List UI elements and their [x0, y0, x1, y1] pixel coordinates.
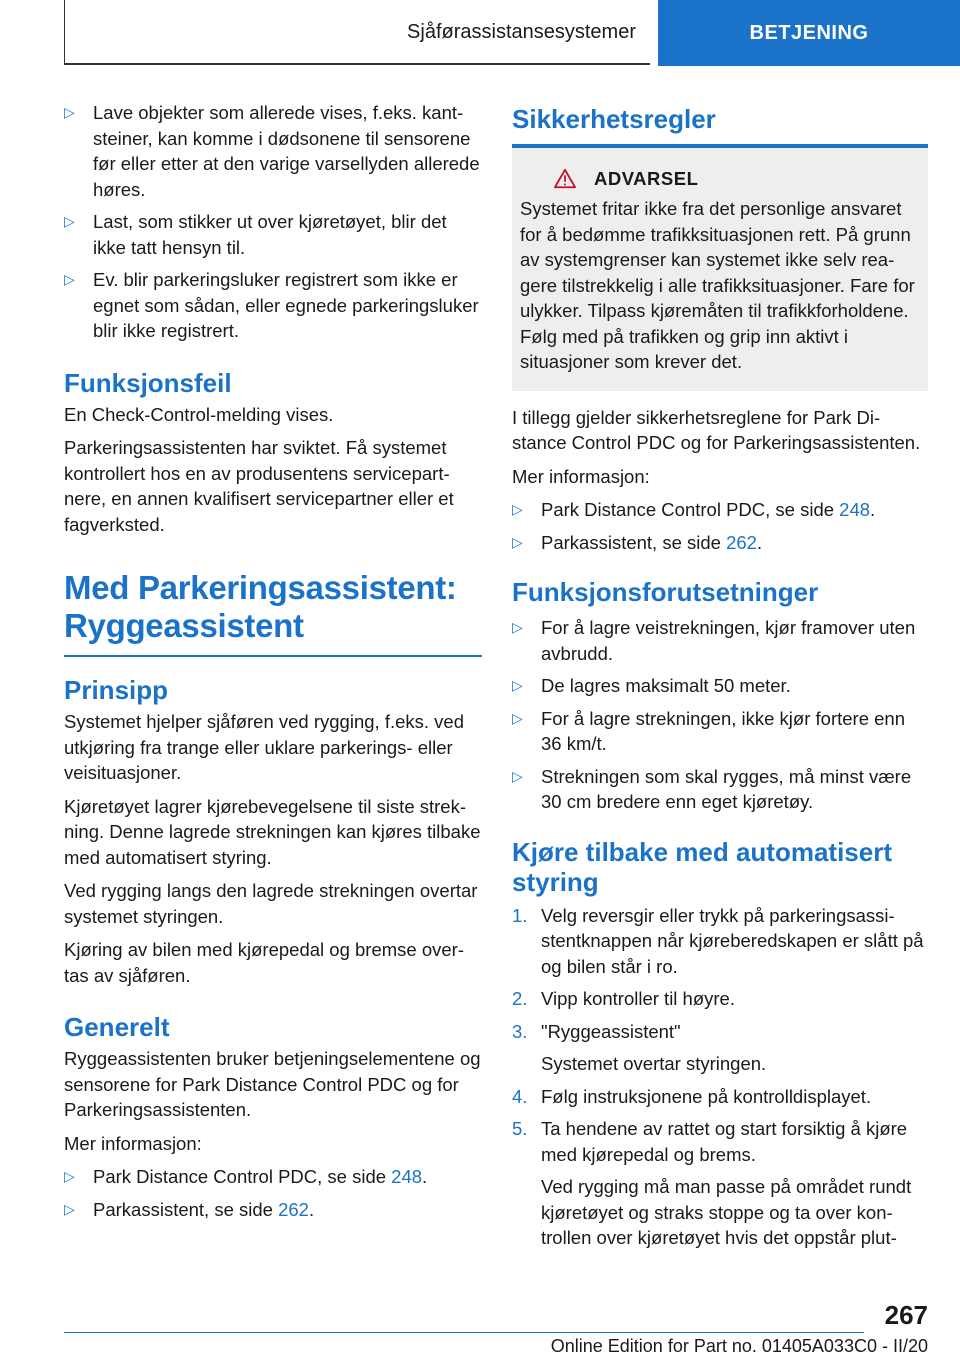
- left-column: [64, 100, 482, 1229]
- intro-bullet-list: [64, 100, 482, 344]
- kjore-tilbake-heading: Kjøre tilbake med automatisert styring: [512, 836, 892, 897]
- list-item: ▷ Lave objekter som allerede vises, f.eks. kantsteiner, kan komme i dødsonene til sensorene før eller etter at den varige varsellyden allerede høres.: [64, 102, 480, 200]
- generelt-link-list: [64, 1164, 482, 1222]
- forutsetninger-list: [512, 615, 928, 815]
- list-item: ▷ For å lagre strekningen, ikke kjør fortere enn 36 km/t.: [512, 707, 905, 754]
- right-column: [512, 100, 928, 1258]
- list-item: 2. Vipp kontroller til høyre.: [512, 988, 735, 1009]
- prinsipp-text-1: Systemet hjelper sjåføren ved rygging, f.eks. ved utkjøring fra trange eller uklare parkerings- eller veisituasjoner.: [64, 711, 464, 783]
- header-section-title: Sjåførassistansesystemer: [407, 20, 636, 43]
- list-item: ▷ Parkassistent, se side 262.: [64, 1197, 482, 1223]
- triangle-bullet-icon: ▷: [512, 501, 523, 517]
- more-info-label: Mer informasjon:: [64, 1132, 202, 1154]
- list-item: ▷ De lagres maksimalt 50 meter.: [512, 673, 928, 699]
- chapter-title-rule: [64, 655, 482, 657]
- prinsipp-text-2: Kjøretøyet lagrer kjørebevegelsene til siste strekning. Denne lagrede strekningen kan kjøres tilbake med automatisert styring.: [64, 795, 481, 868]
- triangle-bullet-icon: ▷: [64, 213, 75, 229]
- kjore-steps-list: [512, 903, 928, 1251]
- generelt-heading: Generelt: [64, 1012, 170, 1042]
- header-chapter-tab[interactable]: BETJENING: [658, 0, 960, 66]
- funksjonsfeil-text-2: Parkeringsassistenten har sviktet. Få systemet kontrollert hos en av produsentens servicepartnere, en annen kvalifisert servicepartner eller et fagverksted.: [64, 437, 454, 535]
- funksjonsfeil-text-1: En Check-Control-melding vises.: [64, 403, 334, 425]
- warning-box: [512, 148, 928, 391]
- chapter-title: Med Parkeringsassistent: Ryggeassistent: [64, 569, 457, 644]
- triangle-bullet-icon: ▷: [512, 619, 523, 635]
- triangle-bullet-icon: ▷: [64, 104, 75, 120]
- page-number: 267: [884, 1300, 928, 1330]
- sikkerhet-text: I tillegg gjelder sikkerhetsreglene for Park Distance Control PDC og for Parkeringsassistenten.: [512, 406, 921, 453]
- triangle-bullet-icon: ▷: [512, 709, 523, 726]
- prinsipp-text-3: Ved rygging langs den lagrede strekningen overtar systemet styringen.: [64, 880, 478, 927]
- triangle-bullet-icon: ▷: [64, 271, 75, 287]
- triangle-bullet-icon: ▷: [512, 533, 523, 550]
- list-item: ▷ For å lagre veistrekningen, kjør framover uten avbrudd.: [512, 617, 916, 664]
- triangle-bullet-icon: ▷: [64, 1168, 75, 1184]
- list-item: ▷ Ev. blir parkeringsluker registrert som ikke er egnet som sådan, eller egnede parkeringsluker blir ikke registrert.: [64, 269, 479, 341]
- warning-text: Systemet fritar ikke fra det personlige ansvaret for å bedømme trafikksituasjonen rett. På grunn av systemgrenser kan systemet ikke selv reagere tilstrekkelig i alle trafikksituasjoner. Fare for ulykker. Tilpass kjøremåten til trafikkforholdene. Følg med på trafikken og grip inn aktivt i situasjoner som krever det.: [520, 198, 915, 372]
- list-item: 5. Ta hendene av rattet og start forsiktig å kjøre med kjørepedal og brems. Ved rygging må man passe på området rundt kjøretøyet og straks stoppe og ta over kontrollen over kjøretøyet hvis det oppstår plut-: [512, 1118, 912, 1248]
- funksjonsforutsetninger-heading: Funksjonsforutsetninger: [512, 577, 819, 607]
- footer-edition: Online Edition for Part no. 01405A033C0 - II/20: [550, 1336, 928, 1356]
- list-item: ▷ Strekningen som skal rygges, må minst være 30 cm bredere enn eget kjøretøy.: [512, 765, 912, 812]
- list-item: ▷ Park Distance Control PDC, se side 248.: [64, 1164, 482, 1190]
- prinsipp-heading: Prinsipp: [64, 675, 169, 705]
- footer-rule: [64, 1332, 864, 1333]
- list-item: 3. "Ryggeassistent" Systemet overtar styringen.: [512, 1020, 767, 1074]
- page-link-262[interactable]: 262: [726, 531, 757, 553]
- triangle-bullet-icon: ▷: [64, 1200, 75, 1217]
- funksjonsfeil-heading: Funksjonsfeil: [64, 367, 232, 398]
- sikkerhetsregler-heading: Sikkerhetsregler: [512, 104, 716, 134]
- list-item: 1. Velg reversgir eller trykk på parkeringsassistentknappen når kjøreberedskapen er slått på og bilen står i ro.: [512, 904, 924, 977]
- warning-triangle-icon: [554, 168, 576, 190]
- page-link-248[interactable]: 248: [391, 1166, 423, 1187]
- triangle-bullet-icon: ▷: [512, 767, 523, 784]
- more-info-label: Mer informasjon:: [512, 465, 650, 487]
- list-item: ▷ Last, som stikker ut over kjøretøyet, blir det ikke tatt hensyn til.: [64, 211, 447, 258]
- warning-title: ADVARSEL: [594, 168, 699, 189]
- list-item: 4. Følg instruksjonene på kontrolldisplayet.: [512, 1085, 872, 1107]
- page-link-248[interactable]: 248: [839, 499, 871, 520]
- generelt-text: Ryggeassistenten bruker betjeningselementene og sensorene for Park Distance Control PDC og for Parkeringsassistenten.: [64, 1048, 481, 1120]
- sikkerhet-link-list: [512, 497, 928, 555]
- list-item: ▷ Park Distance Control PDC, se side 248.: [512, 497, 928, 523]
- triangle-bullet-icon: ▷: [512, 677, 523, 693]
- page-link-262[interactable]: 262: [278, 1198, 309, 1220]
- list-item: ▷ Parkassistent, se side 262.: [512, 530, 928, 556]
- prinsipp-text-4: Kjøring av bilen med kjørepedal og bremse overtas av sjåføren.: [64, 939, 464, 986]
